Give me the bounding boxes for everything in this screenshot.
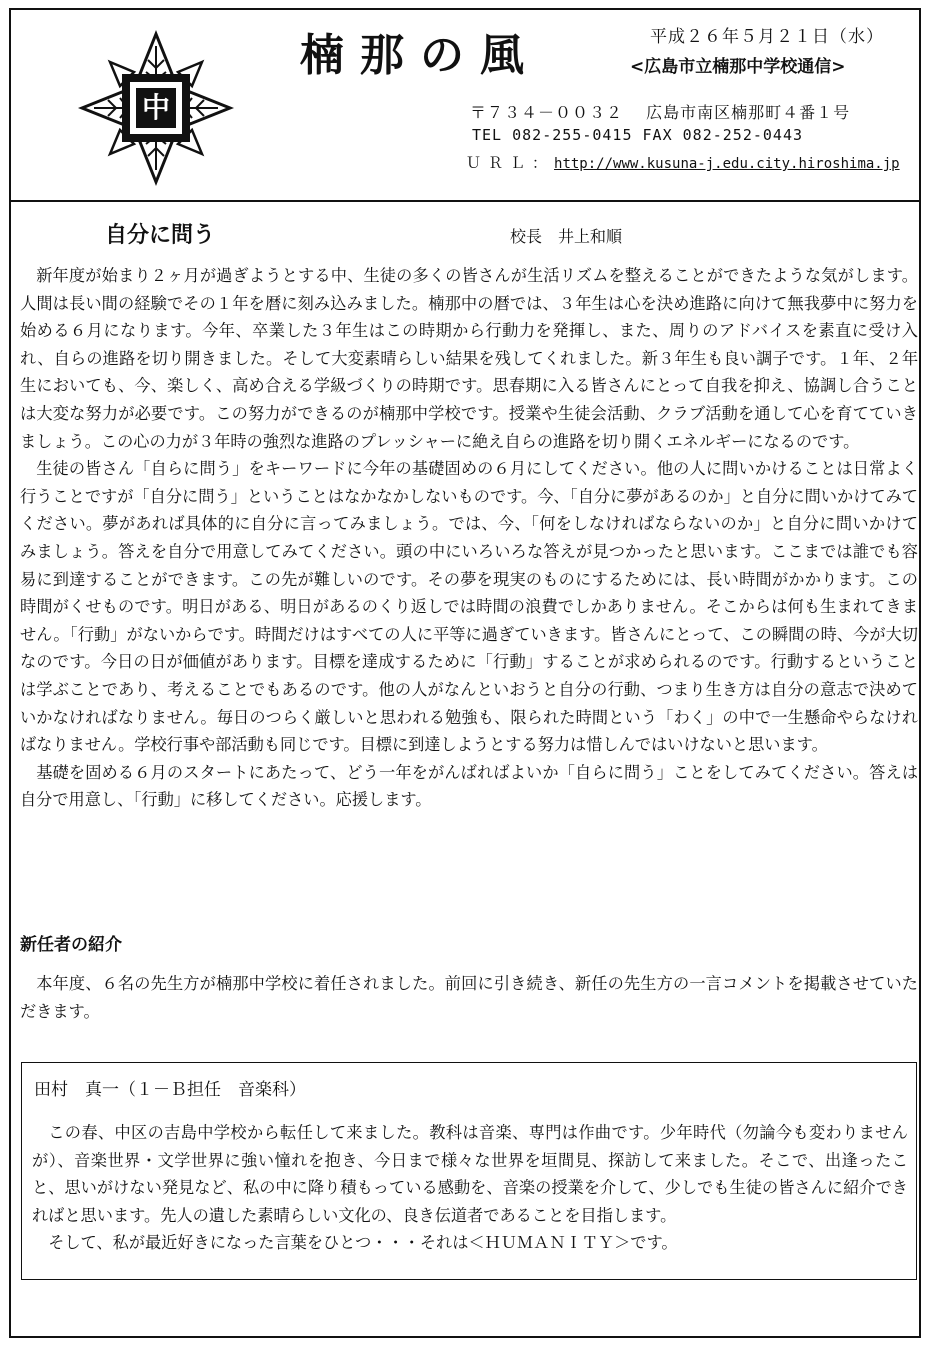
article-paragraph: 基礎を固める６月のスタートにあたって、どう一年をがんばればよいか「自らに問う」ことをしてみてください。答えは自分で用意し、「行動」に移してください。応援します。	[20, 762, 918, 810]
postal-address: 〒７３４－００３２ 広島市南区楠那町４番１号	[470, 103, 851, 122]
teacher-name: 田村 真一（１－Ｂ担任 音楽科）	[34, 1080, 306, 1100]
teacher-paragraph: そして、私が最近好きになった言葉をひとつ・・・それは＜ＨＵＭＡＮＩＴＹ＞です。	[48, 1233, 678, 1253]
article-paragraph: 生徒の皆さん「自らに問う」をキーワードに今年の基礎固めの６月にしてください。他の人に問いかけることは日常よく行うことですが「自分に問う」ということはなかなかしないものです。今、「自分に夢があるのか」と自分に問いかけてみてください。夢があれば具体的に自分に言ってみましょう。では、今、「何をしなければならないのか」と自分に問いかけてみましょう。答えを自分で用意してみてください。頭の中にいろいろな答えが見つかったと思います。ここまでは誰でも容易に到達することができます。この先が難しいのです。その夢を現実のものにするためには、長い時間がかかります。この時間がくせものです。明日がある、明日があるのくり返しでは時間の浪費でしかありません。そこからは何も生まれてきません。「行動」がないからです。時間だけはすべての人に平等に過ぎていきます。皆さんにとって、この瞬間の時、今が大切なのです。今日の日が価値があります。目標を達成するために「行動」することが求められるのです。行動するということは学ぶことであり、考えることでもあるのです。他の人がなんといおうと自分の行動、つまり生き方は自分の意志で決めていかなければなりません。毎日のつらく厳しいと思われる勉強も、限られた時間という「わく」の中で一生懸命やらなければなりません。学校行事や部活動も同じです。目標に到達しようとする努力は惜しんではいけないと思います。	[20, 459, 918, 755]
new-staff-intro: 本年度、６名の先生方が楠那中学校に着任されました。前回に引き続き、新任の先生方の一言コメントを掲載させていただきます。	[20, 974, 918, 1021]
article-author: 校長 井上和順	[510, 227, 623, 246]
emblem-glyph: 中	[141, 91, 171, 124]
teacher-comment	[32, 1119, 908, 1257]
section-heading-new-staff: 新任者の紹介	[20, 935, 122, 955]
teacher-paragraph: この春、中区の吉島中学校から転任して来ました。教科は音楽、専門は作曲です。少年時代（勿論今も変わりませんが）、音楽世界・文学世界に強い憧れを抱き、今日まで様々な世界を垣間見、探訪して来ました。そこで、出逢ったこと、思いがけない発見など、私の中に降り積もっている感動を、音楽の授業を介して、少しでも生徒の皆さんに紹介できればと思います。先人の遺した素晴らしい文化の、良き伝道者であることを目指します。	[32, 1123, 908, 1225]
article-body	[20, 262, 918, 814]
url-line	[466, 152, 900, 173]
teacher-profile-box	[21, 1062, 917, 1280]
tel-fax: TEL 082-255-0415 FAX 082-252-0443	[472, 126, 804, 144]
header-divider	[9, 200, 921, 202]
article-paragraph: 新年度が始まり２ヶ月が過ぎようとする中、生徒の多くの皆さんが生活リズムを整えることができたような気がします。人間は長い間の経験でその１年を暦に刻み込みました。楠那中の暦では、３年生は心を決め進路に向けて無我夢中に努力を始める６月になります。今年、卒業した３年生はこの時期から行動力を発揮し、また、周りのアドバイスを素直に受け入れ、自らの進路を切り開きました。そして大変素晴らしい結果を残してくれました。新３年生も良い調子です。１年、２年生においても、今、楽しく、高め合える学級づくりの時期です。思春期に入る皆さんにとって自我を抑え、協調し合うことは大変な努力が必要です。この努力ができるのが楠那中学校です。授業や生徒会活動、クラブ活動を通して心を育てていきましょう。この心の力が３年時の強烈な進路のプレッシャーに絶え自らの進路を切り開くエネルギーになるのです。	[20, 266, 918, 451]
newsletter-title: 楠那の風	[300, 30, 540, 81]
issue-date: 平成２６年５月２１日（水）	[650, 27, 884, 47]
url-label: ＵＲＬ：	[466, 154, 555, 172]
article-heading: 自分に問う	[105, 223, 216, 248]
school-emblem-icon	[76, 28, 236, 188]
school-url-link[interactable]: http://www.kusuna-j.edu.city.hiroshima.jp	[554, 156, 900, 172]
publisher: <広島市立楠那中学校通信>	[630, 57, 846, 77]
